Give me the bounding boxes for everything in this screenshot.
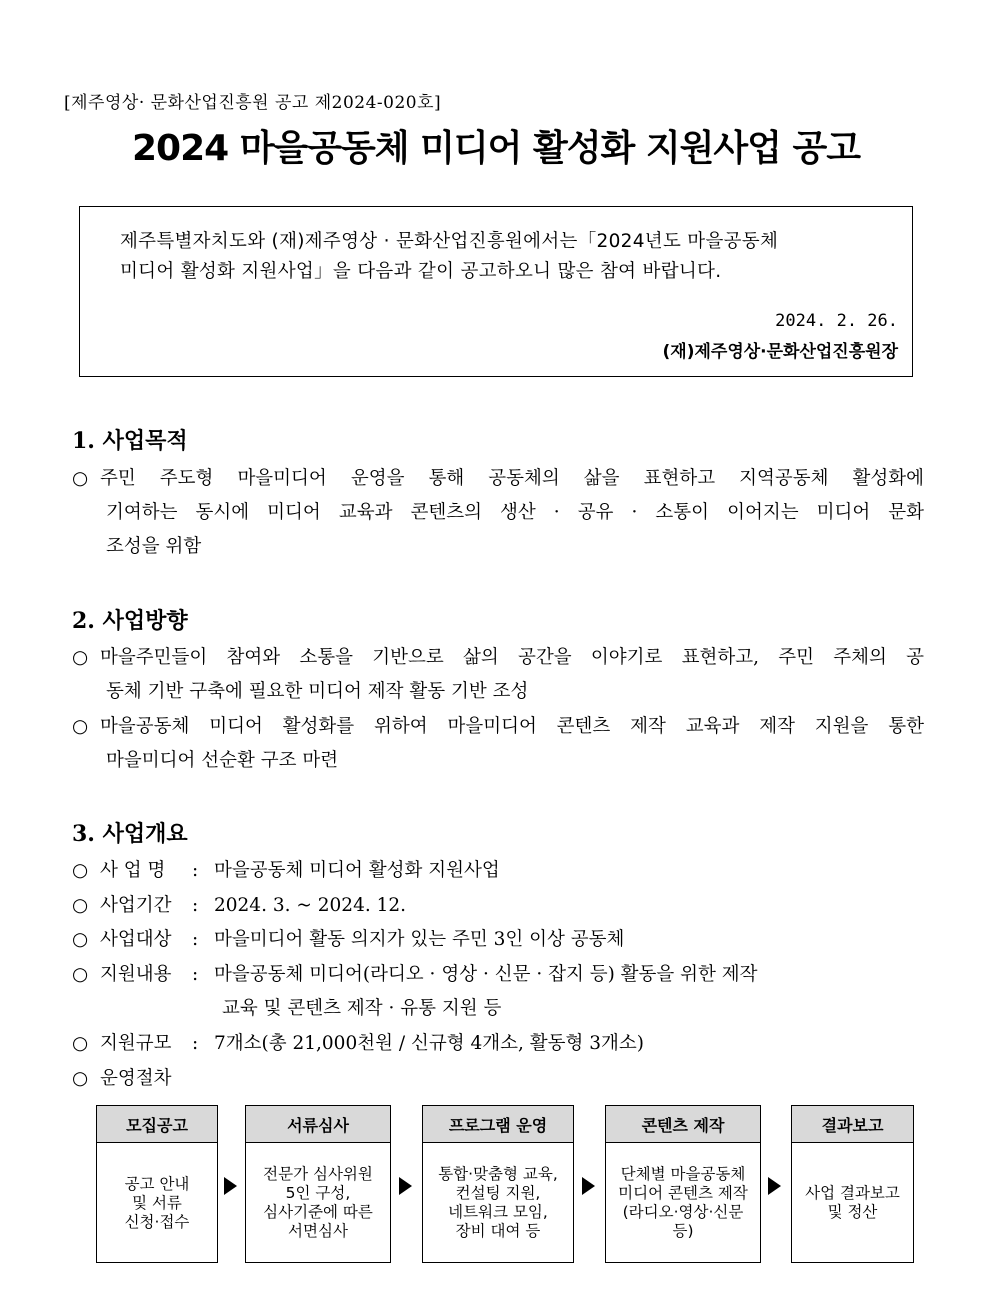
- process-step-program: [422, 1105, 574, 1263]
- arrow-right-icon: [768, 1177, 781, 1195]
- overview-label: 지원규모: [100, 1033, 172, 1054]
- overview-item-target: [72, 923, 624, 957]
- overview-label: 지원내용: [100, 964, 172, 985]
- overview-label: 사 업 명: [100, 860, 166, 881]
- process-step-text: 통합·맞춤형 교육, 컨설팅 지원, 네트워크 모임, 장비 대여 등: [438, 1165, 558, 1240]
- overview-label: 운영절차: [100, 1068, 172, 1089]
- arrow-right-icon: [582, 1177, 595, 1195]
- process-step-head: 결과보고: [792, 1106, 913, 1143]
- page-title: 2024 마을공동체 미디어 활성화 지원사업 공고: [131, 128, 861, 169]
- section-1-bullet-cont: 기여하는 동시에 미디어 교육과 콘텐츠의 생산 · 공유 · 소통이 이어지는 미디어 문화: [106, 502, 924, 523]
- process-step-text: 단체별 마을공동체 미디어 콘텐츠 제작 (라디오·영상·신문 등): [618, 1165, 748, 1240]
- section-2-title: 2. 사업방향: [72, 608, 188, 634]
- process-step-content: [605, 1105, 761, 1263]
- process-step-head: 서류심사: [246, 1106, 390, 1143]
- bullet-mark: ○: [72, 468, 89, 489]
- process-step-head: 콘텐츠 제작: [606, 1106, 760, 1143]
- section-3-title: 3. 사업개요: [72, 821, 188, 847]
- overview-item-name: [72, 854, 500, 888]
- bullet-mark: ○: [72, 860, 89, 881]
- notice-number: [제주영상· 문화산업진흥원 공고 제2024-020호]: [64, 93, 442, 113]
- overview-item-support-cont: 교육 및 콘텐츠 제작 · 유통 지원 등: [222, 998, 502, 1019]
- intro-line-2: 미디어 활성화 지원사업」을 다음과 같이 공고하오니 많은 참여 바랍니다.: [120, 261, 722, 282]
- process-step-review: [245, 1105, 391, 1263]
- intro-date: 2024. 2. 26.: [775, 311, 898, 331]
- section-2-bullet-1: [72, 641, 924, 675]
- process-step-body: [606, 1143, 760, 1263]
- arrow-right-icon: [399, 1177, 412, 1195]
- process-step-report: [791, 1105, 914, 1263]
- bullet-mark: ○: [72, 647, 89, 668]
- overview-colon: :: [192, 895, 199, 916]
- bullet-text: 마을공동체 미디어 활성화를 위하여 마을미디어 콘텐츠 제작 교육과 제작 지원을 통한: [100, 716, 924, 737]
- process-step-head: 프로그램 운영: [423, 1106, 573, 1143]
- bullet-mark: ○: [72, 716, 89, 737]
- arrow-right-icon: [224, 1177, 237, 1195]
- bullet-mark: ○: [72, 895, 89, 916]
- bullet-text: 주민 주도형 마을미디어 운영을 통해 공동체의 삶을 표현하고 지역공동체 활성화에: [100, 468, 924, 489]
- overview-colon: :: [192, 964, 199, 985]
- overview-item-procedure: [72, 1062, 171, 1096]
- process-step-recruit: [96, 1105, 218, 1263]
- process-step-head: 모집공고: [97, 1106, 217, 1143]
- process-step-body: [792, 1143, 913, 1263]
- overview-colon: :: [192, 860, 199, 881]
- overview-label: 사업대상: [100, 929, 172, 950]
- section-1-title: 1. 사업목적: [72, 428, 188, 454]
- bullet-mark: ○: [72, 929, 89, 950]
- bullet-mark: ○: [72, 1068, 89, 1089]
- overview-value: 마을공동체 미디어(라디오 · 영상 · 신문 · 잡지 등) 활동을 위한 제작: [214, 964, 758, 985]
- process-step-body: [423, 1143, 573, 1263]
- process-step-text: 전문가 심사위원 5인 구성, 심사기준에 따른 서면심사: [263, 1165, 373, 1240]
- overview-value: 2024. 3. ~ 2024. 12.: [214, 895, 407, 916]
- bullet-text: 마을주민들이 참여와 소통을 기반으로 삶의 공간을 이야기로 표현하고, 주민 주체의 공: [100, 647, 924, 668]
- process-step-text: 사업 결과보고 및 정산: [805, 1184, 900, 1221]
- overview-value: 마을공동체 미디어 활성화 지원사업: [214, 860, 500, 881]
- section-2-bullet-2-cont: 마을미디어 선순환 구조 마련: [106, 750, 339, 771]
- process-step-body: [246, 1143, 390, 1263]
- bullet-mark: ○: [72, 1033, 89, 1054]
- process-step-body: [97, 1143, 217, 1263]
- overview-value: 마을미디어 활동 의지가 있는 주민 3인 이상 공동체: [214, 929, 625, 950]
- overview-label: 사업기간: [100, 895, 172, 916]
- overview-item-support: [72, 958, 758, 992]
- process-step-text: 공고 안내 및 서류 신청·접수: [124, 1174, 190, 1231]
- intro-line-1: 제주특별자치도와 (재)제주영상 · 문화산업진흥원에서는「2024년도 마을공동체: [120, 231, 779, 252]
- section-1-bullet: [72, 462, 924, 496]
- bullet-mark: ○: [72, 964, 89, 985]
- section-2-bullet-2: [72, 710, 924, 744]
- overview-item-period: [72, 889, 406, 923]
- intro-text: [120, 227, 890, 287]
- overview-value: 7개소(총 21,000천원 / 신규형 4개소, 활동형 3개소): [214, 1033, 644, 1054]
- section-2-bullet-1-cont: 동체 기반 구축에 필요한 미디어 제작 활동 기반 조성: [106, 681, 529, 702]
- intro-box: [79, 206, 913, 377]
- overview-colon: :: [192, 1033, 199, 1054]
- overview-item-scale: [72, 1027, 644, 1061]
- section-1-bullet-cont: 조성을 위함: [106, 536, 202, 557]
- overview-colon: :: [192, 929, 199, 950]
- intro-org: (재)제주영상·문화산업진흥원장: [662, 342, 898, 362]
